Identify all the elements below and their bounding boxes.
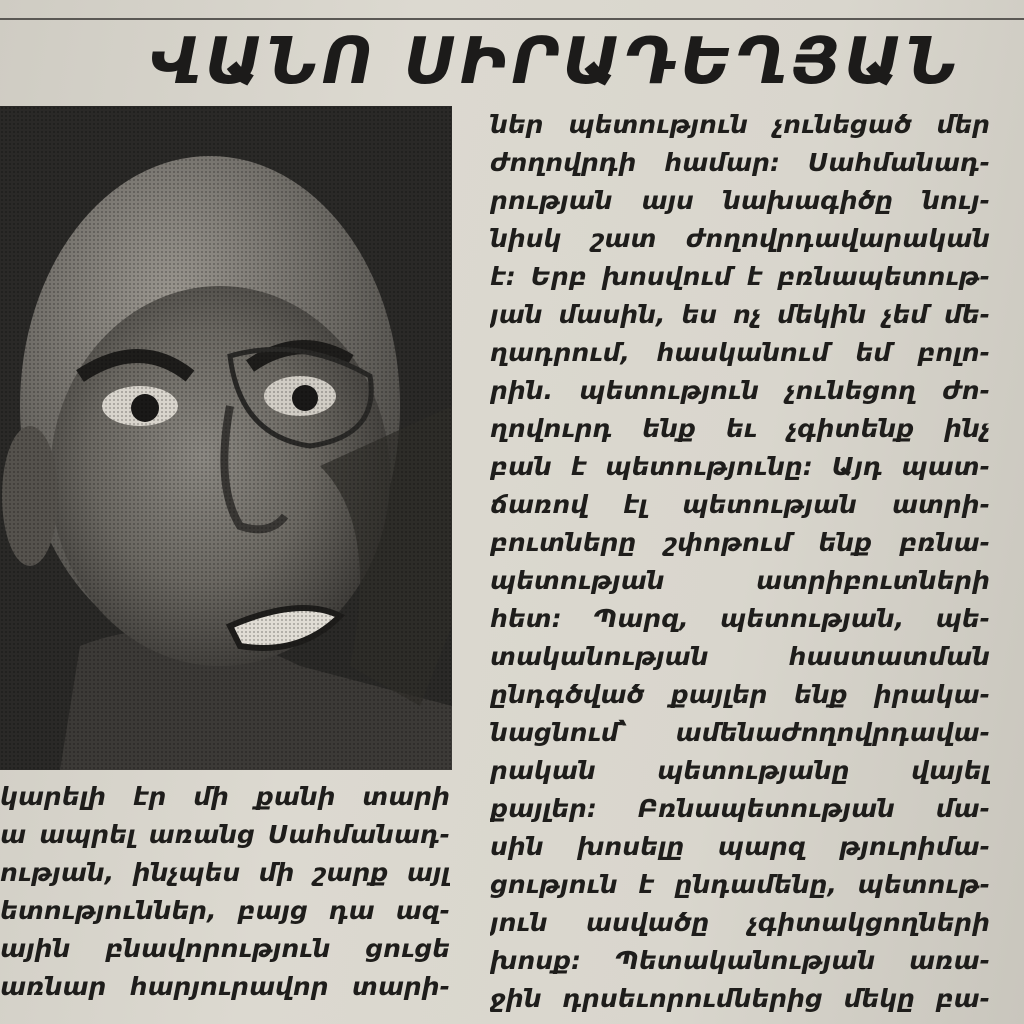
text-line: ղադրում, հասկանում եմ բոլո- <box>490 338 990 367</box>
text-line: ետություններ, բայց դա ազ- <box>0 896 450 925</box>
text-line: ության, ինչպես մի շարք այլ <box>0 858 450 887</box>
text-line: տականության հաստատման <box>490 642 990 671</box>
text-line: յան մասին, ես ոչ մեկին չեմ մե- <box>490 300 990 329</box>
author-heading: ՎԱՆՈ ՍԻՐԱԴԵՂՅԱՆ <box>150 25 961 99</box>
text-line: պետության ատրիբուտների <box>490 566 990 595</box>
text-line: ներ պետություն չունեցած մեր <box>490 110 990 139</box>
text-line: ջին դրսեւորումներից մեկը բա- <box>490 984 990 1013</box>
article-right-column <box>490 106 990 1018</box>
portrait-photo <box>0 106 452 770</box>
text-line: ցություն է ընդամենը, պետութ- <box>490 870 990 899</box>
text-line: նիսկ շատ ժողովրդավարական <box>490 224 990 253</box>
text-line: բան է պետությունը: Այդ պատ- <box>490 452 990 481</box>
text-line: րության այս նախագիծը նույ- <box>490 186 990 215</box>
text-line: առնար հարյուրավոր տարի- <box>0 972 450 1001</box>
portrait-photo-image <box>0 106 452 770</box>
text-line: բուտները շփոթում ենք բռնա- <box>490 528 990 557</box>
text-line: սին խոսելը պարզ թյուրիմա- <box>490 832 990 861</box>
text-line: ճառով էլ պետության ատրի- <box>490 490 990 519</box>
text-line: ա ապրել առանց Սահմանադ- <box>0 820 450 849</box>
text-line: ային բնավորություն ցուցե <box>0 934 450 963</box>
article-left-column <box>0 778 450 1006</box>
text-line: կարելի էր մի քանի տարի <box>0 782 450 811</box>
text-line: րական պետությանը վայել <box>490 756 990 785</box>
text-line: ժողովրդի համար: Սահմանադ- <box>490 148 990 177</box>
top-rule <box>0 18 1024 20</box>
text-line: է: Երբ խոսվում է բռնապետութ- <box>490 262 990 291</box>
text-line: ղովուրդ ենք եւ չգիտենք ինչ <box>490 414 990 443</box>
text-line: քայլեր: Բռնապետության մա- <box>490 794 990 823</box>
text-line: ընդգծված քայլեր ենք իրակա- <box>490 680 990 709</box>
text-line: հետ: Պարզ, պետության, պե- <box>490 604 990 633</box>
text-line: յուն ասվածը չգիտակցողների <box>490 908 990 937</box>
text-line: նացնում՝ ամենաժողովրդավա- <box>490 718 990 747</box>
text-line: րին. պետություն չունեցող ժո- <box>490 376 990 405</box>
text-line: խոսք: Պետականության առա- <box>490 946 990 975</box>
